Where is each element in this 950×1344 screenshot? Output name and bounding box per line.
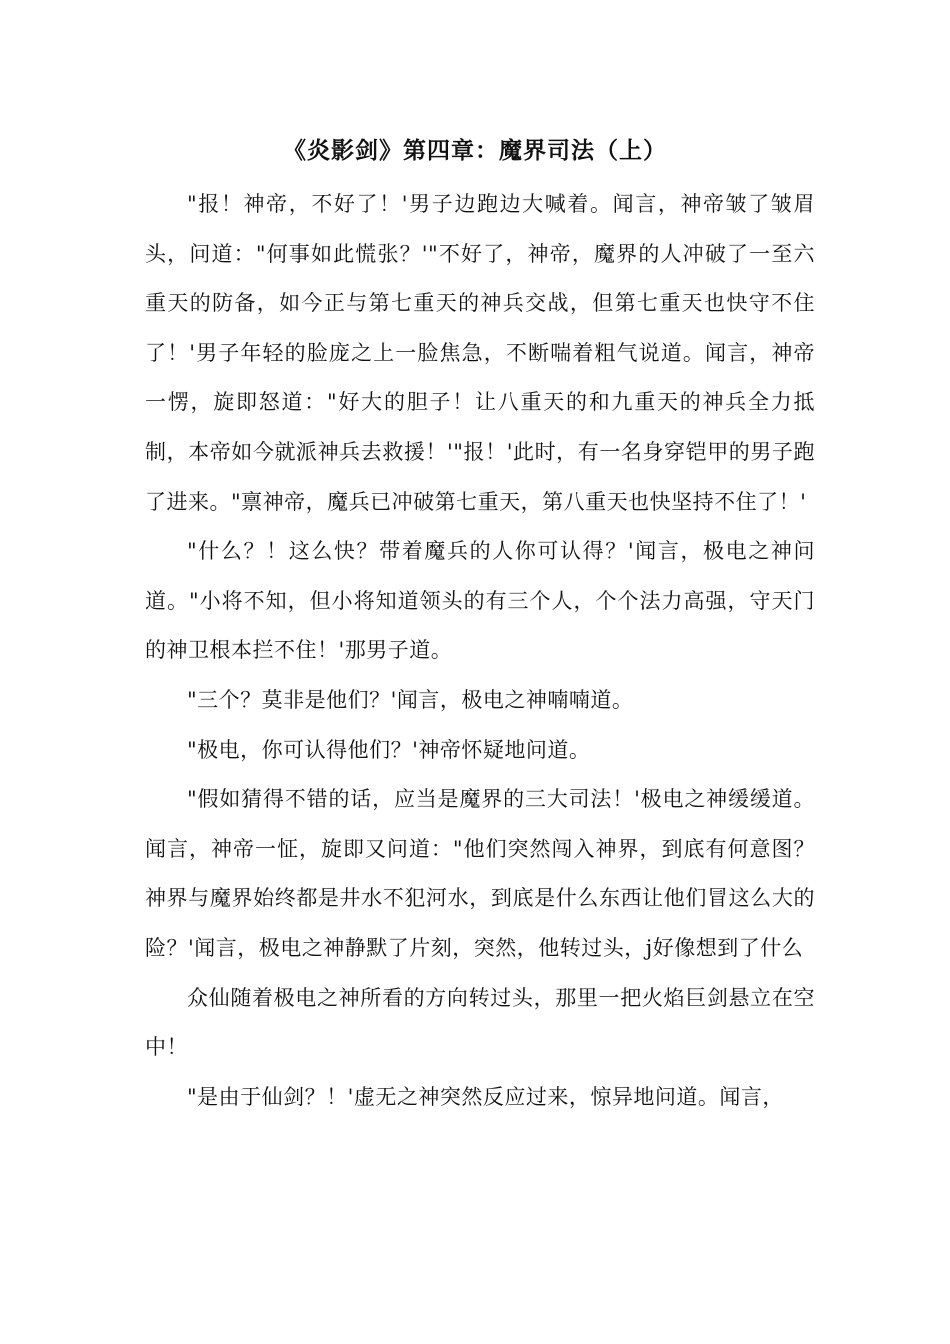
paragraph: "报！神帝，不好了！'男子边跑边大喊着。闻言，神帝皱了皱眉头，问道："何事如此慌张？'"不好了，神帝，魔界的人冲破了一至六重天的防备，如今正与第七重天的神兵交战，但第七重天也快守不住了！'男子年轻的脸庞之上一脸焦急，不断喘着粗气说道。闻言，神帝一愣，旋即怒道："好大的胆子！让八重天的和九重天的神兵全力抵制，本帝如今就派神兵去救援！'"报！'此时，有一名身穿铠甲的男子跑了进来。"禀神帝，魔兵已冲破第七重天，第八重天也快坚持不住了！' bbox=[145, 192, 815, 514]
paragraph: "三个？莫非是他们？'闻言，极电之神喃喃道。 bbox=[187, 687, 634, 712]
paragraph: "是由于仙剑？！'虚无之神突然反应过来，惊异地问道。闻言， bbox=[187, 1084, 784, 1109]
paragraph: "什么？！这么快？带着魔兵的人你可认得？'闻言，极电之神问道。"小将不知，但小将知道领头的有三个人，个个法力高强，守天门的神卫根本拦不住！'那男子道。 bbox=[145, 539, 815, 663]
chapter-body bbox=[145, 180, 815, 1122]
paragraph: "假如猜得不错的话，应当是魔界的三大司法！'极电之神缓缓道。闻言，神帝一怔，旋即又问道："他们突然闯入神界，到底有何意图？神界与魔界始终都是井水不犯河水，到底是什么东西让他们冒这么大的险？'闻言，极电之神静默了片刻，突然，他转过头，j好像想到了什么 bbox=[145, 787, 815, 960]
paragraph: "极电，你可认得他们？'神帝怀疑地问道。 bbox=[187, 737, 591, 762]
chapter-title: 《炎影剑》第四章：魔界司法（上） bbox=[283, 137, 667, 164]
paragraph: 众仙随着极电之神所看的方向转过头，那里一把火焰巨剑悬立在空中！ bbox=[145, 985, 815, 1060]
